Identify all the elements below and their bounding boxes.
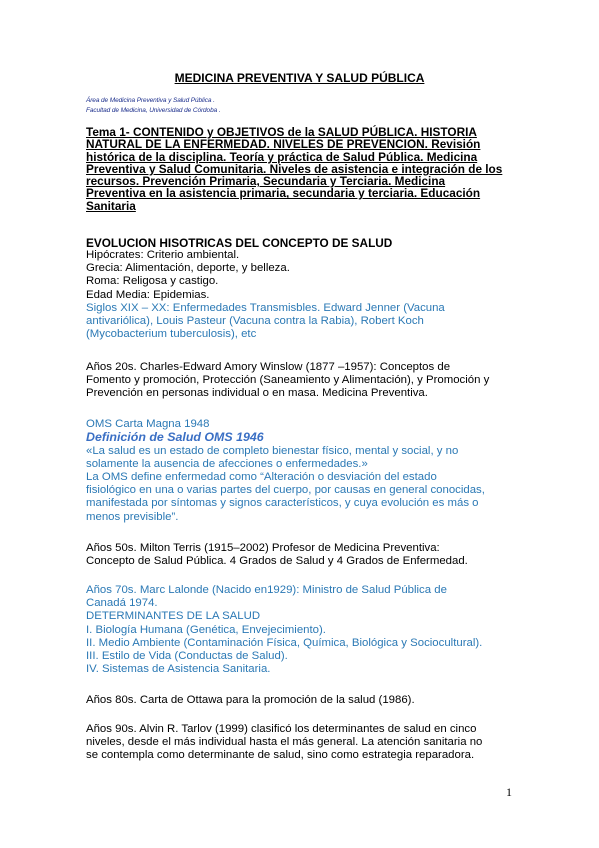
oms-line: «La salud es un estado de completo bienestar físico, mental y social, y no	[86, 444, 459, 457]
siglos-line: (Mycobacterium tuberculosis), etc	[86, 328, 257, 341]
history-line: Hipócrates: Criterio ambiental.	[86, 249, 240, 261]
terris-paragraph	[86, 542, 516, 568]
determinant-item: III. Estilo de Vida (Conductas de Salud).	[86, 650, 288, 663]
winslow-line: Fomento y promoción, Protección (Saneamiento y Alimentación), y Promoción y	[86, 374, 490, 387]
oms-line: La OMS define enfermedad como “Alteración o desviación del estado	[86, 471, 437, 484]
tema-heading	[86, 126, 516, 212]
determinant-item: I. Biología Humana (Genética, Envejecimiento).	[86, 623, 326, 636]
siglos-line: Siglos XIX – XX: Enfermedades Transmisbles. Edward Jenner (Vacuna	[86, 301, 445, 314]
tema-line: Preventiva en la asistencia primaria, secundaria y terciaria. Educación	[86, 186, 481, 201]
tarlov-paragraph	[86, 723, 516, 763]
siglos-line: antivariólica), Louis Pasteur (Vacuna contra la Rabia), Robert Koch	[86, 315, 424, 328]
section-heading: EVOLUCION HISOTRICAS DEL CONCEPTO DE SALUD	[86, 236, 393, 250]
affiliation-faculty: Facultad de Medicina, Universidad de Córdoba .	[86, 107, 221, 114]
ottawa-line: Años 80s. Carta de Ottawa para la promoción de la salud (1986).	[86, 694, 415, 706]
oms-carta: OMS Carta Magna 1948	[86, 418, 210, 430]
tema-line: histórica de la disciplina. Teoría y práctica de Salud Pública. Medicina	[86, 149, 478, 164]
tema-line: Preventiva y Salud Comunitaria. Niveles de asistencia e integración de los	[86, 161, 503, 176]
oms-block	[86, 418, 516, 524]
history-line: Edad Media: Epidemias.	[86, 288, 210, 301]
tema-line: NATURAL DE LA ENFERMEDAD. NIVELES DE PREVENCION. Revisión	[86, 137, 481, 152]
tema-line: Sanitaria	[86, 198, 136, 213]
history-block	[86, 249, 516, 341]
tarlov-line: niveles, desde el más individual hasta el más general. La atención sanitaria no	[86, 736, 483, 749]
tema-line: Tema 1- CONTENIDO y OBJETIVOS de la SALUD PÚBLICA. HISTORIA	[86, 125, 477, 139]
lalonde-block	[86, 584, 516, 676]
history-line: Grecia: Alimentación, deporte, y belleza.	[86, 262, 290, 275]
winslow-paragraph	[86, 361, 516, 401]
determinants-heading: DETERMINANTES DE LA SALUD	[86, 610, 261, 623]
tarlov-line: Años 90s. Alvin R. Tarlov (1999) clasificó los determinantes de salud en cinco	[86, 723, 477, 735]
lalonde-line: Años 70s. Marc Lalonde (Nacido en1929): Ministro de Salud Pública de	[86, 584, 447, 596]
document-title: MEDICINA PREVENTIVA Y SALUD PÚBLICA	[174, 71, 425, 85]
lalonde-line: Canadá 1974.	[86, 597, 158, 610]
oms-line: solamente la ausencia de afecciones o enfermedades.»	[86, 457, 368, 470]
page-number: 1	[506, 785, 512, 799]
oms-line: manifestada por síntomas y signos característicos, y cuya evolución es más o	[86, 497, 479, 510]
oms-definition-heading: Definición de Salud OMS 1946	[86, 430, 264, 445]
determinant-item: IV. Sistemas de Asistencia Sanitaria.	[86, 663, 271, 676]
winslow-line: Prevención en personas individual o en masa. Medicina Preventiva.	[86, 387, 428, 400]
oms-line: fisiológico en una o varias partes del cuerpo, por causas en general conocidas,	[86, 484, 485, 497]
affiliation-area: Área de Medicina Preventiva y Salud Pública .	[86, 97, 215, 104]
winslow-line: Años 20s. Charles-Edward Amory Winslow (1877 –1957): Conceptos de	[86, 361, 451, 373]
determinant-item: II. Medio Ambiente (Contaminación Física, Química, Biológica y Sociocultural).	[86, 636, 483, 649]
terris-line: Concepto de Salud Pública. 4 Grados de Salud y 4 Grados de Enfermedad.	[86, 555, 468, 568]
ottawa-paragraph	[86, 694, 516, 707]
oms-line: menos previsible”.	[86, 510, 179, 523]
terris-line: Años 50s. Milton Terris (1915–2002) Profesor de Medicina Preventiva:	[86, 542, 440, 554]
tema-line: recursos. Prevención Primaria, Secundaria y Terciaria. Medicina	[86, 174, 446, 189]
history-line: Roma: Religosa y castigo.	[86, 275, 219, 288]
tarlov-line: se contempla como determinante de salud, sino como estrategia reparadora.	[86, 749, 475, 762]
